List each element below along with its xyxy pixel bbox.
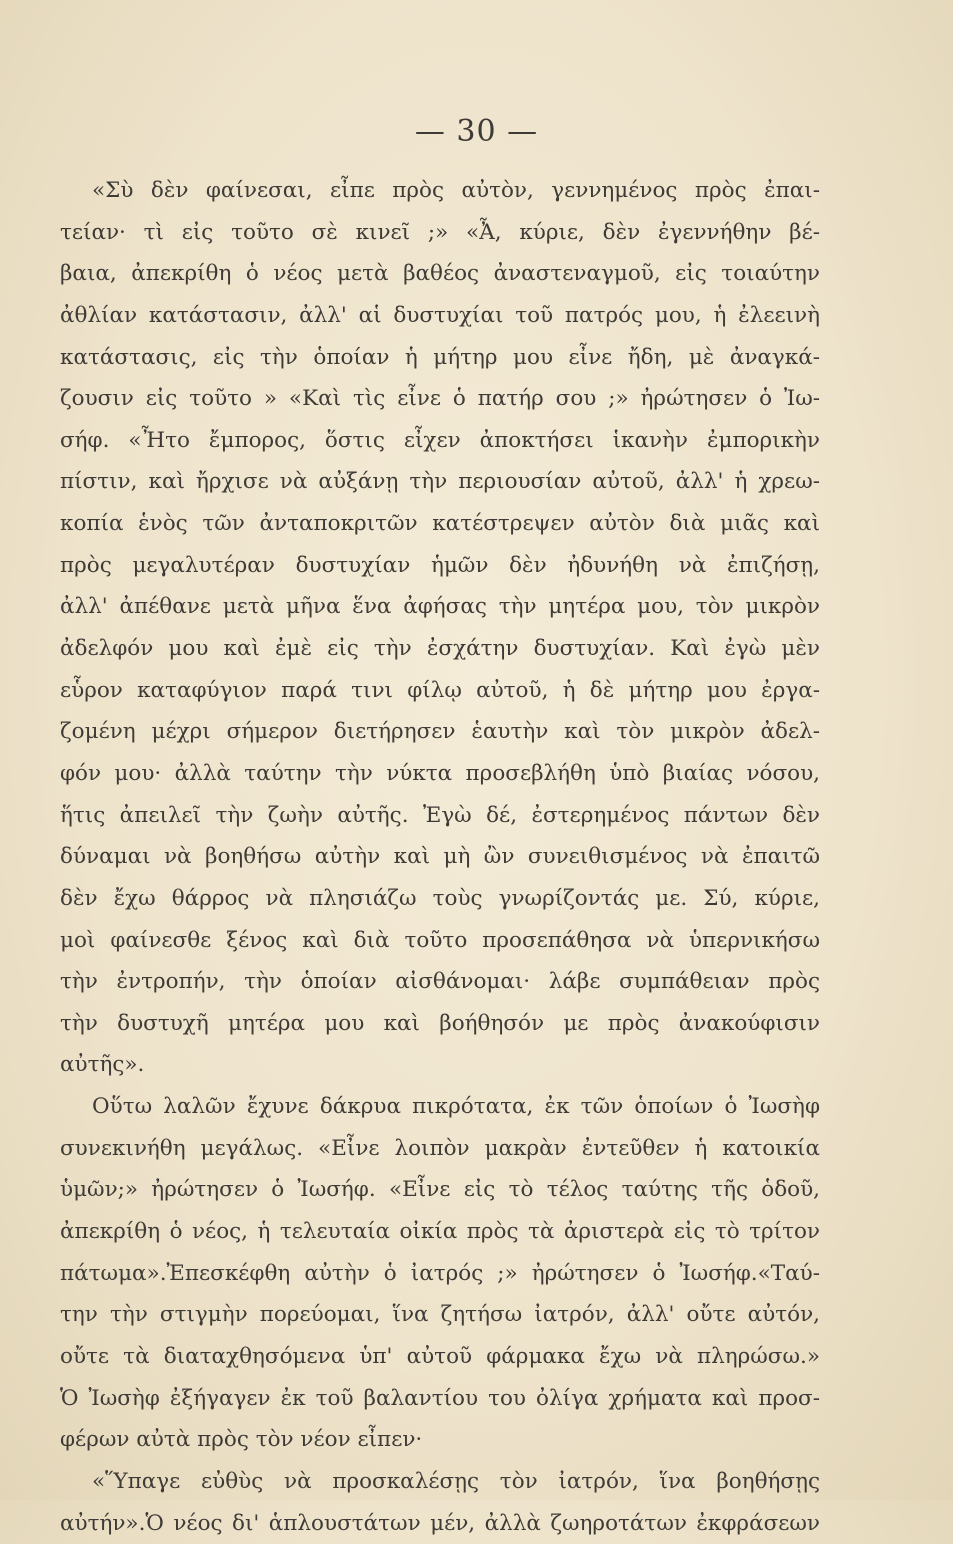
- page-number: — 30 —: [0, 114, 953, 149]
- text-line: πρὸς μεγαλυτέραν δυστυχίαν ἡμῶν δὲν ἠδυνήθη νὰ ἐπιζήσῃ,: [60, 545, 820, 587]
- text-line: βαια, ἀπεκρίθη ὁ νέος μετὰ βαθέος ἀναστεναγμοῦ, εἰς τοιαύτην: [60, 253, 820, 295]
- text-line: ἥτις ἀπειλεῖ τὴν ζωὴν αὐτῆς. Ἐγὼ δέ, ἐστερημένος πάντων δὲν: [60, 795, 820, 837]
- text-line: φέρων αὐτὰ πρὸς τὸν νέον εἶπεν·: [60, 1419, 820, 1461]
- text-line: εὗρον καταφύγιον παρά τινι φίλῳ αὐτοῦ, ἡ δὲ μήτηρ μου ἐργα-: [60, 670, 820, 712]
- text-line: δύναμαι νὰ βοηθήσω αὐτὴν καὶ μὴ ὢν συνειθισμένος νὰ ἐπαιτῶ: [60, 836, 820, 878]
- text-line: οὔτε τὰ διαταχθησόμενα ὑπ' αὐτοῦ φάρμακα ἔχω νὰ πληρώσω.»: [60, 1336, 820, 1378]
- text-line: δὲν ἔχω θάρρος νὰ πλησιάζω τοὺς γνωρίζοντάς με. Σύ, κύριε,: [60, 878, 820, 920]
- text-line: φόν μου· ἀλλὰ ταύτην τὴν νύκτα προσεβλήθη ὑπὸ βιαίας νόσου,: [60, 753, 820, 795]
- text-line: αὐτῆς».: [60, 1044, 820, 1086]
- text-line: μοὶ φαίνεσθε ξένος καὶ διὰ τοῦτο προσεπάθησα νὰ ὑπερνικήσω: [60, 920, 820, 962]
- text-line: ἀδελφόν μου καὶ ἐμὲ εἰς τὴν ἐσχάτην δυστυχίαν. Καὶ ἐγὼ μὲν: [60, 628, 820, 670]
- text-line: ζομένη μέχρι σήμερον διετήρησεν ἑαυτὴν καὶ τὸν μικρὸν ἀδελ-: [60, 711, 820, 753]
- text-line: κοπία ἑνὸς τῶν ἀνταποκριτῶν κατέστρεψεν αὐτὸν διὰ μιᾶς καὶ: [60, 503, 820, 545]
- text-line: ἀθλίαν κατάστασιν, ἀλλ' αἱ δυστυχίαι τοῦ πατρός μου, ἡ ἐλεεινὴ: [60, 295, 820, 337]
- text-line: τὴν δυστυχῆ μητέρα μου καὶ βοήθησόν με πρὸς ἀνακούφισιν: [60, 1003, 820, 1045]
- text-line: «Ὕπαγε εὐθὺς νὰ προσκαλέσῃς τὸν ἰατρόν, ἵνα βοηθήσῃς: [60, 1461, 820, 1503]
- text-line: αὐτήν».Ὁ νέος δι' ἁπλουστάτων μέν, ἀλλὰ ζωηροτάτων ἐκφράσεων: [60, 1503, 820, 1544]
- text-line: τείαν· τὶ εἰς τοῦτο σὲ κινεῖ ;» «Ἆ, κύριε, δὲν ἐγεννήθην βέ-: [60, 212, 820, 254]
- text-line: ζουσιν εἰς τοῦτο » «Καὶ τὶς εἶνε ὁ πατήρ σου ;» ἠρώτησεν ὁ Ἰω-: [60, 378, 820, 420]
- text-line: σήφ. «Ἦτο ἔμπορος, ὅστις εἶχεν ἀποκτήσει ἱκανὴν ἐμπορικὴν: [60, 420, 820, 462]
- text-line: πίστιν, καὶ ἤρχισε νὰ αὐξάνῃ τὴν περιουσίαν αὐτοῦ, ἀλλ' ἡ χρεω-: [60, 461, 820, 503]
- text-line: την τὴν στιγμὴν πορεύομαι, ἵνα ζητήσω ἰατρόν, ἀλλ' οὔτε αὐτόν,: [60, 1294, 820, 1336]
- text-line: ἀπεκρίθη ὁ νέος, ἡ τελευταία οἰκία πρὸς τὰ ἀριστερὰ εἰς τὸ τρίτον: [60, 1211, 820, 1253]
- text-line: Οὕτω λαλῶν ἔχυνε δάκρυα πικρότατα, ἐκ τῶν ὁποίων ὁ Ἰωσὴφ: [60, 1086, 820, 1128]
- text-line: Ὁ Ἰωσὴφ ἐξήγαγεν ἐκ τοῦ βαλαντίου του ὀλίγα χρήματα καὶ προσ-: [60, 1378, 820, 1420]
- body-text: [60, 170, 820, 1544]
- text-line: συνεκινήθη μεγάλως. «Εἶνε λοιπὸν μακρὰν ἐντεῦθεν ἡ κατοικία: [60, 1128, 820, 1170]
- text-line: ἀλλ' ἀπέθανε μετὰ μῆνα ἕνα ἀφήσας τὴν μητέρα μου, τὸν μικρὸν: [60, 586, 820, 628]
- text-line: κατάστασις, εἰς τὴν ὁποίαν ἡ μήτηρ μου εἶνε ἤδη, μὲ ἀναγκά-: [60, 337, 820, 379]
- text-line: ὑμῶν;» ἠρώτησεν ὁ Ἰωσήφ. «Εἶνε εἰς τὸ τέλος ταύτης τῆς ὁδοῦ,: [60, 1169, 820, 1211]
- text-line: τὴν ἐντροπήν, τὴν ὁποίαν αἰσθάνομαι· λάβε συμπάθειαν πρὸς: [60, 961, 820, 1003]
- text-line: «Σὺ δὲν φαίνεσαι, εἶπε πρὸς αὐτὸν, γεννημένος πρὸς ἐπαι-: [60, 170, 820, 212]
- text-line: πάτωμα».Ἐπεσκέφθη αὐτὴν ὁ ἰατρός ;» ἠρώτησεν ὁ Ἰωσήφ.«Ταύ-: [60, 1253, 820, 1295]
